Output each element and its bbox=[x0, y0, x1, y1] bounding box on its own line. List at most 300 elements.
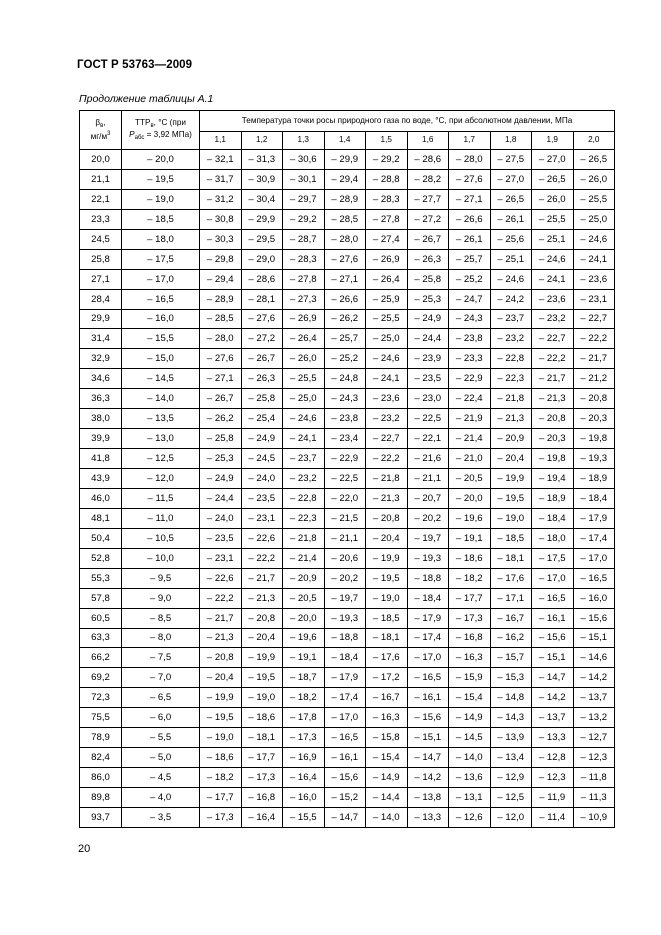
dew-point-cell: – 18,1 bbox=[241, 728, 283, 748]
reference-dew-point-cell: – 11,5 bbox=[122, 488, 200, 508]
document-title: ГОСТ Р 53763—2009 bbox=[77, 59, 193, 71]
dew-point-cell: – 23,2 bbox=[532, 309, 574, 329]
dew-point-cell: – 25,5 bbox=[366, 309, 408, 329]
dew-point-cell: – 18,7 bbox=[283, 668, 325, 688]
dew-point-cell: – 21,0 bbox=[449, 449, 491, 469]
reference-dew-point-cell: – 4,0 bbox=[122, 788, 200, 808]
dew-point-cell: – 22,8 bbox=[283, 488, 325, 508]
dew-point-cell: – 26,0 bbox=[532, 189, 574, 209]
header-dew-point-reference: $ТТР_в$, °С (при $P_{абс} = 3,92$ МПа) bbox=[122, 111, 200, 150]
dew-point-cell: – 12,8 bbox=[532, 748, 574, 768]
dew-point-cell: – 25,7 bbox=[449, 249, 491, 269]
dew-point-cell: – 12,6 bbox=[449, 807, 491, 827]
dew-point-cell: – 28,5 bbox=[324, 209, 366, 229]
dew-point-cell: – 23,5 bbox=[241, 488, 283, 508]
reference-dew-point-cell: – 14,5 bbox=[122, 369, 200, 389]
dew-point-cell: – 15,5 bbox=[283, 807, 325, 827]
dew-point-cell: – 11,3 bbox=[573, 788, 615, 808]
table-row bbox=[80, 169, 615, 189]
dew-point-cell: – 16,2 bbox=[490, 628, 532, 648]
dew-point-cell: – 27,1 bbox=[324, 269, 366, 289]
dew-point-cell: – 27,0 bbox=[490, 169, 532, 189]
table-row bbox=[80, 708, 615, 728]
reference-dew-point-cell: – 17,5 bbox=[122, 249, 200, 269]
dew-point-cell: – 24,9 bbox=[407, 309, 449, 329]
pressure-header-cell: 1,9 bbox=[532, 132, 574, 150]
dew-point-cell: – 20,7 bbox=[407, 488, 449, 508]
dew-point-cell: – 23,7 bbox=[283, 449, 325, 469]
water-content-cell: 82,4 bbox=[80, 748, 122, 768]
dew-point-cell: – 30,6 bbox=[283, 150, 325, 170]
page-number: 20 bbox=[78, 843, 91, 855]
dew-point-cell: – 20,4 bbox=[490, 449, 532, 469]
reference-dew-point-cell: – 6,5 bbox=[122, 688, 200, 708]
water-content-cell: 34,6 bbox=[80, 369, 122, 389]
dew-point-cell: – 18,9 bbox=[573, 469, 615, 489]
dew-point-cell: – 18,2 bbox=[283, 688, 325, 708]
water-content-cell: 43,9 bbox=[80, 469, 122, 489]
dew-point-cell: – 25,1 bbox=[490, 249, 532, 269]
dew-point-cell: – 27,8 bbox=[283, 269, 325, 289]
reference-dew-point-cell: – 17,0 bbox=[122, 269, 200, 289]
dew-point-cell: – 17,9 bbox=[407, 608, 449, 628]
reference-dew-point-cell: – 16,0 bbox=[122, 309, 200, 329]
dew-point-cell: – 20,4 bbox=[200, 668, 242, 688]
dew-point-cell: – 25,0 bbox=[573, 209, 615, 229]
dew-point-cell: – 23,0 bbox=[407, 389, 449, 409]
dew-point-cell: – 19,5 bbox=[241, 668, 283, 688]
dew-point-cell: – 24,9 bbox=[200, 469, 242, 489]
dew-point-cell: – 20,8 bbox=[573, 389, 615, 409]
dew-point-cell: – 15,6 bbox=[532, 628, 574, 648]
dew-point-cell: – 18,6 bbox=[241, 708, 283, 728]
dew-point-cell: – 23,5 bbox=[200, 528, 242, 548]
dew-point-cell: – 20,9 bbox=[283, 568, 325, 588]
dew-point-cell: – 28,6 bbox=[407, 150, 449, 170]
dew-point-cell: – 27,2 bbox=[241, 329, 283, 349]
dew-point-cell: – 27,6 bbox=[241, 309, 283, 329]
dew-point-cell: – 17,3 bbox=[241, 768, 283, 788]
dew-point-cell: – 17,0 bbox=[532, 568, 574, 588]
reference-dew-point-cell: – 5,5 bbox=[122, 728, 200, 748]
dew-point-cell: – 21,7 bbox=[532, 369, 574, 389]
reference-dew-point-cell: – 18,0 bbox=[122, 229, 200, 249]
dew-point-cell: – 23,3 bbox=[449, 349, 491, 369]
water-content-cell: 69,2 bbox=[80, 668, 122, 688]
dew-point-cell: – 28,0 bbox=[449, 150, 491, 170]
dew-point-cell: – 24,0 bbox=[200, 508, 242, 528]
dew-point-cell: – 19,9 bbox=[241, 648, 283, 668]
dew-point-cell: – 25,5 bbox=[573, 189, 615, 209]
dew-point-cell: – 18,4 bbox=[573, 488, 615, 508]
dew-point-cell: – 24,2 bbox=[490, 289, 532, 309]
dew-point-cell: – 23,1 bbox=[573, 289, 615, 309]
reference-dew-point-cell: – 8,5 bbox=[122, 608, 200, 628]
reference-dew-point-cell: – 15,0 bbox=[122, 349, 200, 369]
water-content-cell: 29,9 bbox=[80, 309, 122, 329]
dew-point-cell: – 21,3 bbox=[241, 588, 283, 608]
dew-point-cell: – 24,3 bbox=[324, 389, 366, 409]
dew-point-cell: – 19,3 bbox=[573, 449, 615, 469]
dew-point-cell: – 13,1 bbox=[449, 788, 491, 808]
dew-point-cell: – 23,6 bbox=[366, 389, 408, 409]
dew-point-cell: – 21,8 bbox=[490, 389, 532, 409]
dew-point-cell: – 25,4 bbox=[241, 409, 283, 429]
table-row bbox=[80, 568, 615, 588]
dew-point-cell: – 13,9 bbox=[490, 728, 532, 748]
reference-dew-point-cell: – 18,5 bbox=[122, 209, 200, 229]
water-content-cell: 24,5 bbox=[80, 229, 122, 249]
dew-point-cell: – 23,8 bbox=[324, 409, 366, 429]
dew-point-cell: – 27,1 bbox=[200, 369, 242, 389]
dew-point-cell: – 14,0 bbox=[366, 807, 408, 827]
dew-point-cell: – 15,3 bbox=[490, 668, 532, 688]
dew-point-cell: – 21,4 bbox=[283, 548, 325, 568]
table-row bbox=[80, 349, 615, 369]
dew-point-cell: – 15,4 bbox=[366, 748, 408, 768]
dew-point-cell: – 21,6 bbox=[407, 449, 449, 469]
dew-point-cell: – 19,3 bbox=[407, 548, 449, 568]
dew-point-cell: – 23,2 bbox=[283, 469, 325, 489]
dew-point-cell: – 26,6 bbox=[324, 289, 366, 309]
dew-point-cell: – 25,6 bbox=[490, 229, 532, 249]
dew-point-cell: – 23,1 bbox=[200, 548, 242, 568]
dew-point-cell: – 16,5 bbox=[573, 568, 615, 588]
dew-point-cell: – 22,5 bbox=[407, 409, 449, 429]
pressure-header-cell: 1,6 bbox=[407, 132, 449, 150]
reference-dew-point-cell: – 13,5 bbox=[122, 409, 200, 429]
dew-point-cell: – 23,7 bbox=[490, 309, 532, 329]
dew-point-cell: – 18,4 bbox=[324, 648, 366, 668]
pressure-header-cell: 1,3 bbox=[283, 132, 325, 150]
water-content-cell: 63,3 bbox=[80, 628, 122, 648]
dew-point-cell: – 22,2 bbox=[532, 349, 574, 369]
dew-point-cell: – 16,8 bbox=[241, 788, 283, 808]
reference-dew-point-cell: – 5,0 bbox=[122, 748, 200, 768]
dew-point-cell: – 17,0 bbox=[407, 648, 449, 668]
dew-point-cell: – 22,7 bbox=[532, 329, 574, 349]
table-row bbox=[80, 269, 615, 289]
table-row bbox=[80, 528, 615, 548]
dew-point-cell: – 19,5 bbox=[490, 488, 532, 508]
dew-point-table bbox=[79, 110, 615, 828]
dew-point-cell: – 15,6 bbox=[573, 608, 615, 628]
header-dew-point-group: Температура точки росы природного газа по воде, °С, при абсолютном давлении, МПа bbox=[200, 111, 615, 132]
dew-point-cell: – 13,8 bbox=[407, 788, 449, 808]
dew-point-cell: – 12,3 bbox=[532, 768, 574, 788]
dew-point-cell: – 30,1 bbox=[283, 169, 325, 189]
dew-point-cell: – 24,5 bbox=[241, 449, 283, 469]
dew-point-cell: – 21,9 bbox=[449, 409, 491, 429]
dew-point-cell: – 17,7 bbox=[241, 748, 283, 768]
dew-point-cell: – 17,0 bbox=[573, 548, 615, 568]
water-content-cell: 75,5 bbox=[80, 708, 122, 728]
dew-point-cell: – 26,1 bbox=[449, 229, 491, 249]
reference-dew-point-cell: – 7,0 bbox=[122, 668, 200, 688]
dew-point-cell: – 24,6 bbox=[490, 269, 532, 289]
dew-point-cell: – 14,7 bbox=[324, 807, 366, 827]
dew-point-cell: – 16,1 bbox=[532, 608, 574, 628]
dew-point-cell: – 10,9 bbox=[573, 807, 615, 827]
table-header bbox=[80, 111, 615, 150]
table-row bbox=[80, 409, 615, 429]
dew-point-cell: – 29,2 bbox=[366, 150, 408, 170]
dew-point-cell: – 22,0 bbox=[324, 488, 366, 508]
dew-point-cell: – 17,3 bbox=[449, 608, 491, 628]
dew-point-cell: – 22,9 bbox=[449, 369, 491, 389]
dew-point-cell: – 25,3 bbox=[200, 449, 242, 469]
dew-point-cell: – 29,8 bbox=[200, 249, 242, 269]
dew-point-cell: – 29,0 bbox=[241, 249, 283, 269]
table-row bbox=[80, 608, 615, 628]
dew-point-cell: – 13,2 bbox=[573, 708, 615, 728]
water-content-cell: 25,8 bbox=[80, 249, 122, 269]
dew-point-cell: – 26,2 bbox=[324, 309, 366, 329]
dew-point-cell: – 21,3 bbox=[366, 488, 408, 508]
table-row bbox=[80, 548, 615, 568]
table-row bbox=[80, 429, 615, 449]
pressure-header-cell: 1,5 bbox=[366, 132, 408, 150]
dew-point-cell: – 20,3 bbox=[532, 429, 574, 449]
dew-point-cell: – 26,9 bbox=[283, 309, 325, 329]
dew-point-cell: – 29,2 bbox=[283, 209, 325, 229]
dew-point-cell: – 24,4 bbox=[200, 488, 242, 508]
dew-point-cell: – 29,4 bbox=[324, 169, 366, 189]
dew-point-cell: – 24,8 bbox=[324, 369, 366, 389]
table-row bbox=[80, 788, 615, 808]
dew-point-cell: – 28,8 bbox=[366, 169, 408, 189]
dew-point-cell: – 16,3 bbox=[366, 708, 408, 728]
dew-point-cell: – 21,7 bbox=[200, 608, 242, 628]
dew-point-cell: – 17,5 bbox=[532, 548, 574, 568]
dew-point-cell: – 28,0 bbox=[200, 329, 242, 349]
pressure-header-cell: 1,1 bbox=[200, 132, 242, 150]
dew-point-cell: – 17,3 bbox=[200, 807, 242, 827]
pressure-header-cell: 1,2 bbox=[241, 132, 283, 150]
dew-point-cell: – 23,8 bbox=[449, 329, 491, 349]
dew-point-cell: – 17,4 bbox=[573, 528, 615, 548]
water-content-cell: 66,2 bbox=[80, 648, 122, 668]
dew-point-cell: – 11,4 bbox=[532, 807, 574, 827]
table-row bbox=[80, 488, 615, 508]
dew-point-cell: – 12,0 bbox=[490, 807, 532, 827]
dew-point-cell: – 19,7 bbox=[324, 588, 366, 608]
dew-point-cell: – 21,1 bbox=[407, 469, 449, 489]
dew-point-cell: – 19,9 bbox=[200, 688, 242, 708]
dew-point-cell: – 21,3 bbox=[200, 628, 242, 648]
dew-point-cell: – 14,2 bbox=[407, 768, 449, 788]
table-row bbox=[80, 329, 615, 349]
dew-point-cell: – 21,2 bbox=[573, 369, 615, 389]
dew-point-cell: – 15,4 bbox=[449, 688, 491, 708]
table-row bbox=[80, 469, 615, 489]
dew-point-cell: – 20,6 bbox=[324, 548, 366, 568]
dew-point-cell: – 23,6 bbox=[573, 269, 615, 289]
table-body bbox=[80, 150, 615, 828]
dew-point-cell: – 26,4 bbox=[283, 329, 325, 349]
dew-point-cell: – 20,5 bbox=[283, 588, 325, 608]
dew-point-cell: – 27,1 bbox=[449, 189, 491, 209]
reference-dew-point-cell: – 19,0 bbox=[122, 189, 200, 209]
dew-point-cell: – 15,8 bbox=[366, 728, 408, 748]
water-content-cell: 28,4 bbox=[80, 289, 122, 309]
dew-point-cell: – 26,0 bbox=[283, 349, 325, 369]
reference-dew-point-cell: – 7,5 bbox=[122, 648, 200, 668]
dew-point-cell: – 20,0 bbox=[449, 488, 491, 508]
dew-point-cell: – 20,9 bbox=[490, 429, 532, 449]
dew-point-cell: – 15,6 bbox=[407, 708, 449, 728]
table-row bbox=[80, 768, 615, 788]
dew-point-cell: – 19,0 bbox=[200, 728, 242, 748]
reference-dew-point-cell: – 9,0 bbox=[122, 588, 200, 608]
dew-point-cell: – 20,8 bbox=[241, 608, 283, 628]
dew-point-cell: – 26,5 bbox=[532, 169, 574, 189]
dew-point-cell: – 25,8 bbox=[200, 429, 242, 449]
reference-dew-point-cell: – 8,0 bbox=[122, 628, 200, 648]
table-row bbox=[80, 648, 615, 668]
dew-point-cell: – 30,4 bbox=[241, 189, 283, 209]
dew-point-cell: – 17,8 bbox=[283, 708, 325, 728]
dew-point-cell: – 22,6 bbox=[200, 568, 242, 588]
reference-dew-point-cell: – 19,5 bbox=[122, 169, 200, 189]
dew-point-cell: – 24,1 bbox=[366, 369, 408, 389]
dew-point-cell: – 20,8 bbox=[366, 508, 408, 528]
dew-point-cell: – 13,7 bbox=[532, 708, 574, 728]
dew-point-cell: – 14,5 bbox=[449, 728, 491, 748]
dew-point-cell: – 28,3 bbox=[283, 249, 325, 269]
dew-point-cell: – 22,3 bbox=[490, 369, 532, 389]
dew-point-cell: – 21,8 bbox=[283, 528, 325, 548]
dew-point-cell: – 24,6 bbox=[573, 229, 615, 249]
reference-dew-point-cell: – 12,5 bbox=[122, 449, 200, 469]
dew-point-cell: – 22,8 bbox=[490, 349, 532, 369]
dew-point-cell: – 18,8 bbox=[407, 568, 449, 588]
dew-point-cell: – 16,7 bbox=[366, 688, 408, 708]
reference-dew-point-cell: – 15,5 bbox=[122, 329, 200, 349]
pressure-header-cell: 2,0 bbox=[573, 132, 615, 150]
dew-point-cell: – 19,0 bbox=[241, 688, 283, 708]
dew-point-cell: – 17,6 bbox=[490, 568, 532, 588]
dew-point-cell: – 24,4 bbox=[407, 329, 449, 349]
table-row bbox=[80, 628, 615, 648]
water-content-cell: 36,3 bbox=[80, 389, 122, 409]
dew-point-cell: – 17,2 bbox=[366, 668, 408, 688]
dew-point-cell: – 12,9 bbox=[490, 768, 532, 788]
dew-point-cell: – 16,0 bbox=[573, 588, 615, 608]
dew-point-cell: – 25,2 bbox=[324, 349, 366, 369]
dew-point-cell: – 28,0 bbox=[324, 229, 366, 249]
pressure-header-cell: 1,4 bbox=[324, 132, 366, 150]
dew-point-cell: – 14,0 bbox=[449, 748, 491, 768]
dew-point-cell: – 26,7 bbox=[200, 389, 242, 409]
dew-point-cell: – 28,9 bbox=[324, 189, 366, 209]
dew-point-cell: – 17,4 bbox=[324, 688, 366, 708]
table-row bbox=[80, 688, 615, 708]
dew-point-cell: – 29,9 bbox=[324, 150, 366, 170]
dew-point-cell: – 25,5 bbox=[283, 369, 325, 389]
dew-point-cell: – 15,6 bbox=[324, 768, 366, 788]
dew-point-cell: – 14,9 bbox=[366, 768, 408, 788]
dew-point-cell: – 19,9 bbox=[366, 548, 408, 568]
dew-point-cell: – 27,3 bbox=[283, 289, 325, 309]
dew-point-cell: – 16,8 bbox=[449, 628, 491, 648]
dew-point-cell: – 15,9 bbox=[449, 668, 491, 688]
dew-point-cell: – 15,1 bbox=[532, 648, 574, 668]
dew-point-cell: – 13,3 bbox=[532, 728, 574, 748]
dew-point-cell: – 18,4 bbox=[407, 588, 449, 608]
dew-point-cell: – 22,2 bbox=[366, 449, 408, 469]
dew-point-cell: – 31,3 bbox=[241, 150, 283, 170]
dew-point-cell: – 20,4 bbox=[366, 528, 408, 548]
dew-point-cell: – 25,8 bbox=[241, 389, 283, 409]
water-content-cell: 41,8 bbox=[80, 449, 122, 469]
dew-point-cell: – 29,5 bbox=[241, 229, 283, 249]
dew-point-cell: – 17,6 bbox=[366, 648, 408, 668]
water-content-cell: 78,9 bbox=[80, 728, 122, 748]
dew-point-cell: – 32,1 bbox=[200, 150, 242, 170]
water-content-cell: 93,7 bbox=[80, 807, 122, 827]
dew-point-cell: – 24,1 bbox=[283, 429, 325, 449]
dew-point-cell: – 26,3 bbox=[407, 249, 449, 269]
dew-point-cell: – 20,3 bbox=[573, 409, 615, 429]
dew-point-cell: – 16,3 bbox=[449, 648, 491, 668]
reference-dew-point-cell: – 10,0 bbox=[122, 548, 200, 568]
dew-point-cell: – 21,3 bbox=[532, 389, 574, 409]
dew-point-cell: – 12,5 bbox=[490, 788, 532, 808]
dew-point-cell: – 18,9 bbox=[532, 488, 574, 508]
table-row bbox=[80, 807, 615, 827]
dew-point-cell: – 27,6 bbox=[324, 249, 366, 269]
reference-dew-point-cell: – 10,5 bbox=[122, 528, 200, 548]
dew-point-cell: – 28,7 bbox=[283, 229, 325, 249]
dew-point-cell: – 14,9 bbox=[449, 708, 491, 728]
water-content-cell: 55,3 bbox=[80, 568, 122, 588]
dew-point-cell: – 17,7 bbox=[200, 788, 242, 808]
dew-point-cell: – 27,2 bbox=[407, 209, 449, 229]
dew-point-cell: – 14,3 bbox=[490, 708, 532, 728]
dew-point-cell: – 16,5 bbox=[532, 588, 574, 608]
dew-point-cell: – 12,3 bbox=[573, 748, 615, 768]
reference-dew-point-cell: – 13,0 bbox=[122, 429, 200, 449]
pressure-header-cell: 1,8 bbox=[490, 132, 532, 150]
table-row bbox=[80, 449, 615, 469]
table-caption: Продолжение таблицы А.1 bbox=[79, 93, 214, 105]
dew-point-cell: – 25,7 bbox=[324, 329, 366, 349]
water-content-cell: 89,8 bbox=[80, 788, 122, 808]
dew-point-cell: – 25,9 bbox=[366, 289, 408, 309]
table-row bbox=[80, 150, 615, 170]
dew-point-cell: – 20,5 bbox=[449, 469, 491, 489]
dew-point-cell: – 13,7 bbox=[573, 688, 615, 708]
dew-point-cell: – 28,3 bbox=[366, 189, 408, 209]
dew-point-cell: – 13,6 bbox=[449, 768, 491, 788]
dew-point-cell: – 18,2 bbox=[200, 768, 242, 788]
dew-point-cell: – 19,8 bbox=[532, 449, 574, 469]
dew-point-cell: – 19,4 bbox=[532, 469, 574, 489]
dew-point-cell: – 24,1 bbox=[532, 269, 574, 289]
dew-point-cell: – 22,9 bbox=[324, 449, 366, 469]
dew-point-cell: – 17,0 bbox=[324, 708, 366, 728]
dew-point-cell: – 24,6 bbox=[366, 349, 408, 369]
water-content-cell: 38,0 bbox=[80, 409, 122, 429]
header-water-content: $\beta_в$, $мг/м^3$ bbox=[80, 111, 122, 150]
dew-point-cell: – 19,1 bbox=[449, 528, 491, 548]
dew-point-cell: – 27,7 bbox=[407, 189, 449, 209]
water-content-cell: 48,1 bbox=[80, 508, 122, 528]
dew-point-cell: – 22,2 bbox=[573, 329, 615, 349]
dew-point-cell: – 22,5 bbox=[324, 469, 366, 489]
water-content-cell: 31,4 bbox=[80, 329, 122, 349]
